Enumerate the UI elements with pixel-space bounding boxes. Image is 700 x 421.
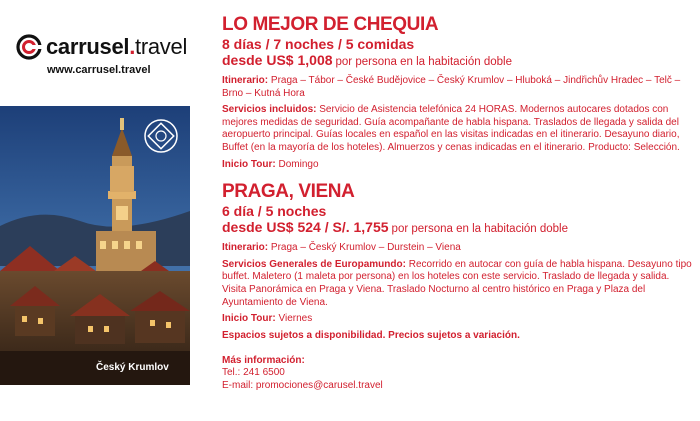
tour-2-services: Servicios Generales de Europamundo: Recorrido en autocar con guía de habla hispana. Desayuno tipo buffet. Maletero (1 maleta por persona) en los hoteles con este servicio. Traslado de llegada y salida. Visita Panorámica en Praga y Viena. Traslado Nocturno al centro histórico en Praga y Plaza del Ayuntamiento de Viena. <box>222 258 692 308</box>
tour-1-price-line <box>222 52 692 71</box>
tour-2-itinerary: Itinerario: Praga – Český Krumlov – Durstein – Viena <box>222 242 461 254</box>
tour-2-price: desde US$ 524 / S/. 1,755 <box>222 219 389 236</box>
brand-logo <box>12 34 192 94</box>
tour-1-title: LO MEJOR DE CHEQUIA <box>222 14 439 35</box>
contact-block <box>222 355 692 393</box>
carrusel-logo-icon <box>16 34 42 60</box>
contact-email: E-mail: promociones@carusel.travel <box>222 379 383 391</box>
tour-1-price: desde US$ 1,008 <box>222 52 333 68</box>
tour-1-price-note: por persona en la habitación doble <box>335 56 512 68</box>
contact-label: Más información: <box>222 354 305 366</box>
tour-1-duration: 8 días / 7 noches / 5 comidas <box>222 36 415 52</box>
tour-2-price-line <box>222 219 692 238</box>
disclaimer: Espacios sujetos a disponibilidad. Precios sujetos a variación. <box>222 329 520 341</box>
cesky-krumlov-photo <box>0 106 190 385</box>
tour-1-services: Servicios incluidos: Servicio de Asistencia telefónica 24 HORAS. Modernos autocares dotados con mejores medidas de seguridad. Guía acompañante de habla hispana. Traslados de llegada y salida del aeropuerto principal. Guías locales en español en las visitas indicadas en el itinerario. Desayuno diario, Buffet (en la mayoría de los hoteles). Almuerzos y cenas indicadas en el itinerario. Producto: Selección. <box>222 104 680 153</box>
tour-1-itinerary: Itinerario: Praga – Tábor – České Budějovice – Český Krumlov – Hluboká – Jindřichův Hradec – Telč – Brno – Kutná Hora <box>222 75 681 99</box>
tour-2 <box>222 181 692 341</box>
brand-name: carrusel.travel <box>46 34 188 59</box>
tour-1-start: Inicio Tour: Domingo <box>222 158 319 170</box>
tour-2-title: PRAGA, VIENA <box>222 181 355 203</box>
tour-listing <box>222 14 692 393</box>
brand-url: www.carrusel.travel <box>47 64 151 76</box>
tour-2-duration: 6 día / 5 noches <box>222 203 327 220</box>
tour-1 <box>222 14 692 171</box>
tour-2-start: Inicio Tour: Viernes <box>222 313 313 325</box>
contact-phone: Tel.: 241 6500 <box>222 367 285 379</box>
photo-caption: Český Krumlov <box>96 362 169 373</box>
tour-2-price-note: por persona en la habitación doble <box>391 223 569 236</box>
